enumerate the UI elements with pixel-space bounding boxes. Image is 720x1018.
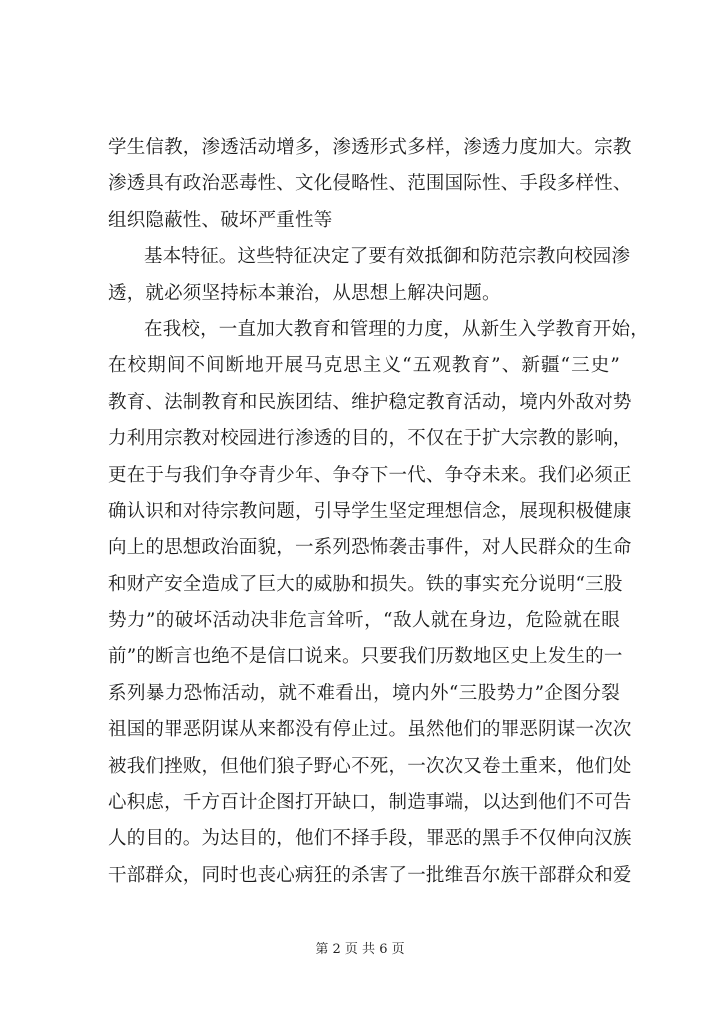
paragraph-1-line: 学生信教，渗透活动增多，渗透形式多样，渗透力度加大。宗教 xyxy=(108,137,632,158)
paragraph-3-line: 人的目的。为达目的，他们不择手段，罪恶的黑手不仅伸向汉族 xyxy=(108,828,632,850)
paragraph-3-line: 确认识和对待宗教问题，引导学生坚定理想信念，展现积极健康 xyxy=(108,500,632,522)
paragraph-3-line: 干部群众，同时也丧心病狂的杀害了一批维吾尔族干部群众和爱 xyxy=(108,864,632,886)
paragraph-3-line: 祖国的罪恶阴谋从来都没有停止过。虽然他们的罪恶阴谋一次次 xyxy=(108,719,632,741)
page-footer: 第 2 页 共 6 页 xyxy=(315,942,405,957)
paragraph-3-line: 势力”的破坏活动决非危言耸听，“敌人就在身边，危险就在眼 xyxy=(108,610,620,632)
paragraph-3-line: 系列暴力恐怖活动，就不难看出，境内外“三股势力”企图分裂 xyxy=(108,682,620,704)
paragraph-3-line: 心积虑，千方百计企图打开缺口，制造事端，以达到他们不可告 xyxy=(108,792,632,814)
paragraph-3-line: 前”的断言也绝不是信口说来。只要我们历数地区史上发生的一 xyxy=(108,646,623,668)
paragraph-3-line: 力利用宗教对校园进行渗透的目的，不仅在于扩大宗教的影响， xyxy=(108,428,632,450)
paragraph-3-line: 教育、法制教育和民族团结、维护稳定教育活动，境内外敌对势 xyxy=(108,391,632,413)
paragraph-3-line: 向上的思想政治面貌，一系列恐怖袭击事件，对人民群众的生命 xyxy=(108,537,632,559)
paragraph-1-line: 组织隐蔽性、破坏严重性等 xyxy=(108,209,333,231)
paragraph-3-line: 被我们挫败，但他们狼子野心不死，一次次又卷土重来，他们处 xyxy=(108,755,632,777)
paragraph-2-line: 透，就必须坚持标本兼治，从思想上解决问题。 xyxy=(108,282,501,304)
paragraph-3-line: 更在于与我们争夺青少年、争夺下一代、争夺未来。我们必须正 xyxy=(108,464,632,486)
paragraph-1-line: 渗透具有政治恶毒性、文化侵略性、范围国际性、手段多样性、 xyxy=(108,173,632,195)
paragraph-3-line: 在校期间不间断地开展马克思主义“五观教育”、新疆“三史” xyxy=(108,355,620,377)
paragraph-3-line: 在我校，一直加大教育和管理的力度，从新生入学教育开始， xyxy=(144,318,649,340)
paragraph-2-line: 基本特征。这些特征决定了要有效抵御和防范宗教向校园渗 xyxy=(144,246,631,268)
body-text xyxy=(108,130,649,894)
paragraph-3-line: 和财产安全造成了巨大的威胁和损失。铁的事实充分说明“三股 xyxy=(108,573,623,595)
